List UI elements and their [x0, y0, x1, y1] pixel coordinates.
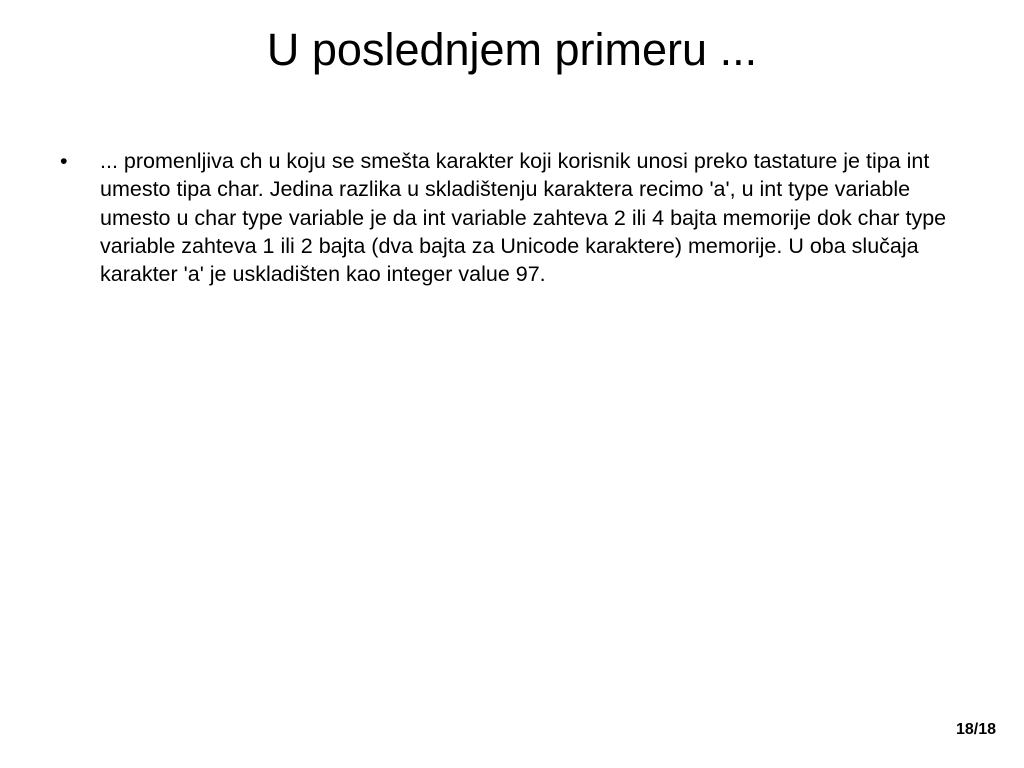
bullet-list: [60, 147, 960, 288]
page-number: 18/18: [955, 721, 996, 738]
bullet-marker: •: [60, 149, 68, 173]
slide-title: U poslednjem primeru ...: [266, 24, 758, 75]
bullet-item: [60, 147, 960, 288]
bullet-text: ... promenljiva ch u koju se smešta karakter koji korisnik unosi preko tastature je tipa int umesto tipa char. Jedina razlika u skladištenju karaktera recimo 'a', u int type variable umesto u char type variable je da int variable zahteva 2 ili 4 bajta memorije dok char type variable zahteva 1 ili 2 bajta (dva bajta za Unicode karaktere) memorije. U oba slučaja karakter 'a' je uskladišten kao integer value 97.: [100, 149, 947, 287]
